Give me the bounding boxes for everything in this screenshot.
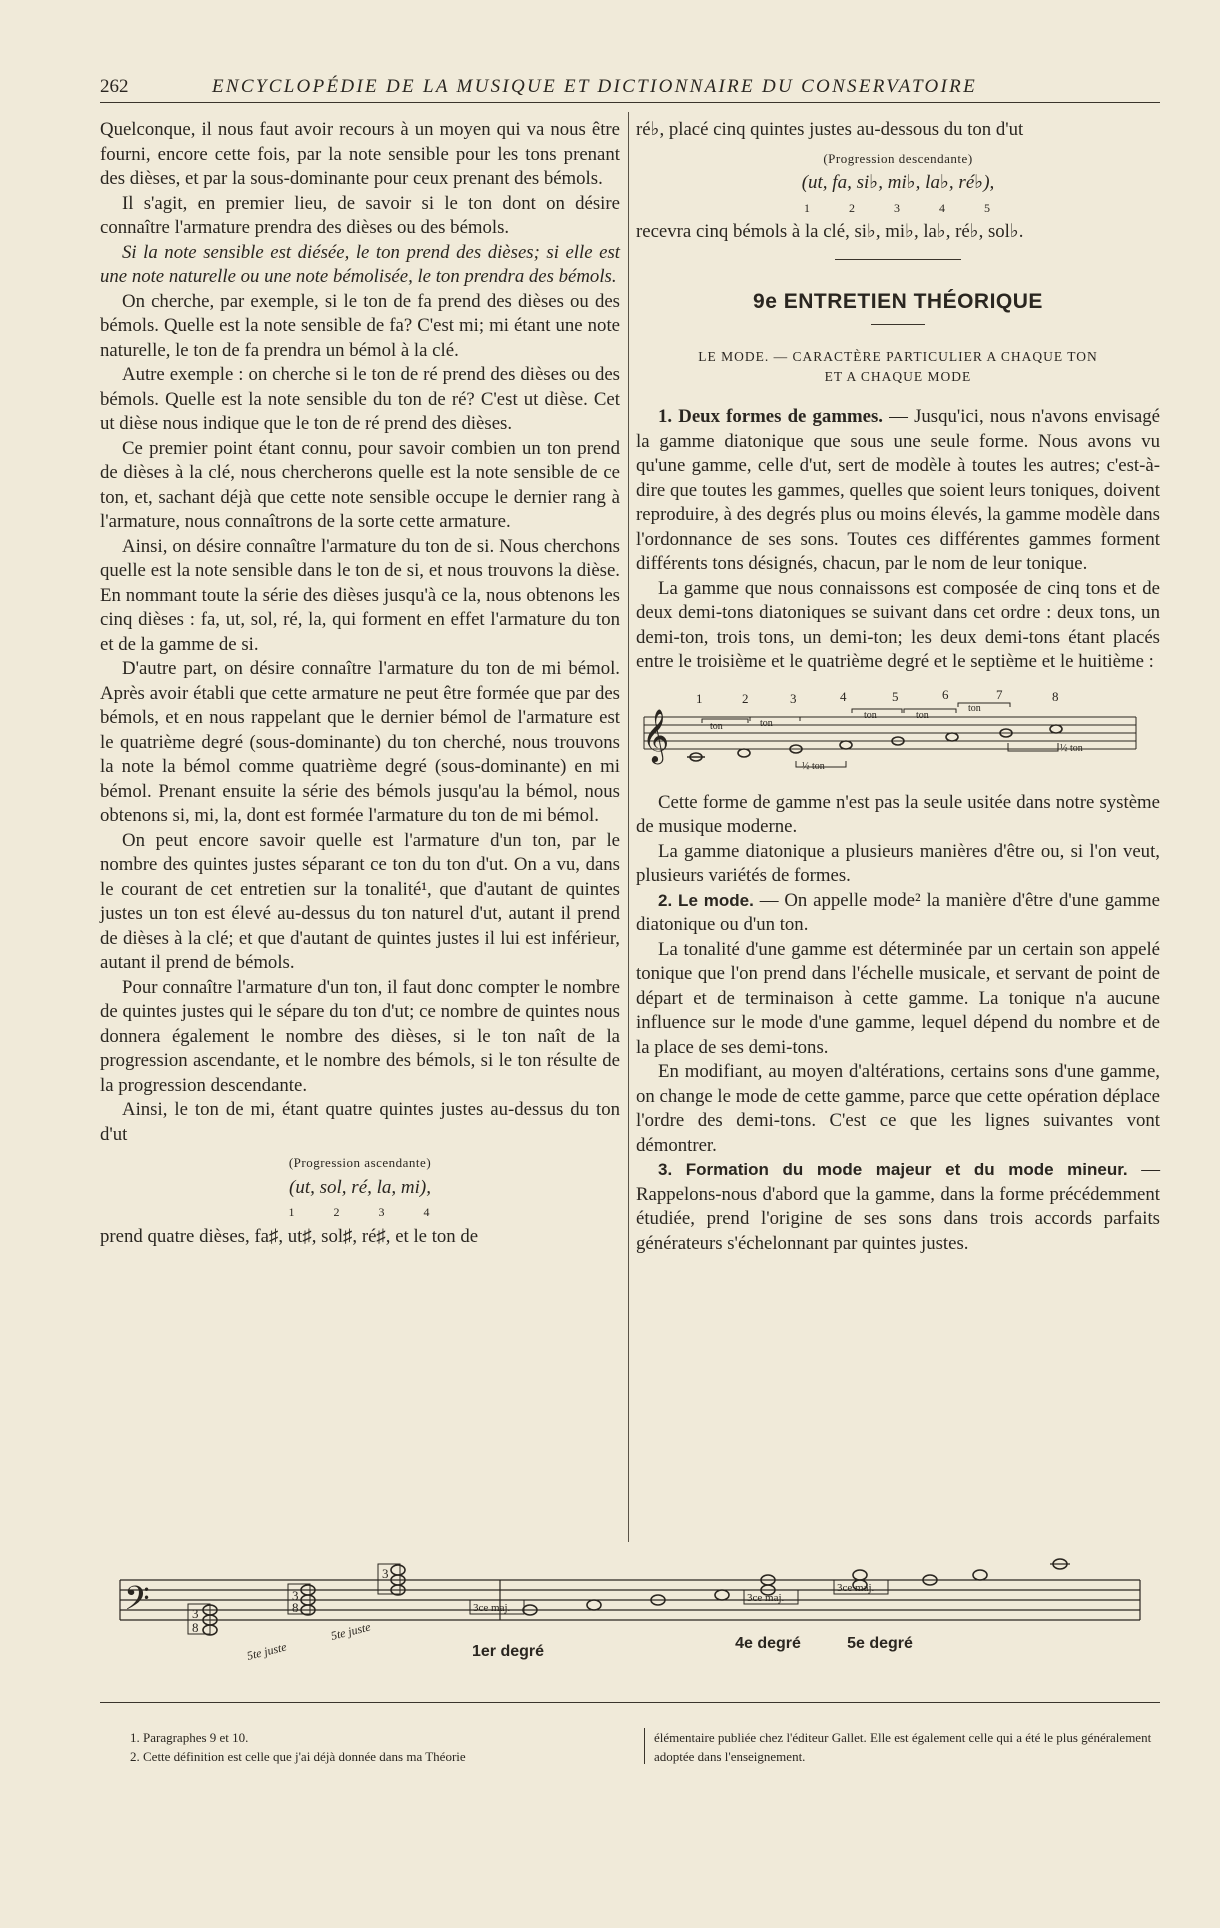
degree-number: 4 bbox=[840, 688, 847, 704]
paragraph: prend quatre dièses, fa♯, ut♯, sol♯, ré♯, et le ton de bbox=[100, 1225, 479, 1247]
paragraph: On peut encore savoir quelle est l'armature d'un ton, par le nombre des quintes justes séparant ce ton du ton d'ut. On a vu, dans le courant de cet entretien sur la tonalité¹, que d'autant de quintes justes un ton est élevé au-dessus du ton naturel d'ut, autant il prend de dièses à la clé; et que d'autant de quintes justes il lui est inférieur, autant il prend de bémols. bbox=[100, 829, 620, 973]
paragraph: ré♭, placé cinq quintes justes au-dessous du ton d'ut bbox=[636, 119, 1024, 140]
degree-number: 7 bbox=[996, 688, 1003, 702]
section-3-paragraph: 3. Formation du mode majeur et du mode mineur. — Rappelons-nous d'abord que la gamme, dans la forme précédemment étudiée, prend l'origine de ses sons dans trois accords parfaits générateurs s'échelonnant par quintes justes. bbox=[636, 1159, 1160, 1254]
ton-label: ton bbox=[864, 709, 877, 721]
ton-label: ton bbox=[710, 720, 723, 732]
ton-label: ton bbox=[760, 717, 773, 729]
ton-label: ton bbox=[968, 702, 981, 714]
heading-rule bbox=[871, 324, 925, 325]
fifth-label: 5te juste bbox=[245, 1639, 288, 1663]
interval-label: 3 bbox=[192, 1606, 199, 1621]
ton-label: ton bbox=[916, 709, 929, 721]
degree-number: 6 bbox=[942, 688, 949, 702]
degree-number: 3 bbox=[790, 690, 797, 706]
scale-notes bbox=[687, 725, 1062, 761]
chapter-subheading bbox=[636, 347, 1160, 387]
interval-label: 3 bbox=[382, 1566, 389, 1581]
paragraph: La gamme diatonique a plusieurs manières d'être ou, si l'on veut, plusieurs variétés de formes. bbox=[636, 840, 1160, 886]
right-column bbox=[636, 118, 1160, 1256]
paragraph: Cette forme de gamme n'est pas la seule usitée dans notre système de musique moderne. bbox=[636, 791, 1160, 837]
progression-sequence: (ut, fa, si♭, mi♭, la♭, ré♭), bbox=[801, 172, 995, 193]
paragraph: Quelconque, il nous faut avoir recours à un moyen qui va nous être fourni, encore cette fois, par la note sensible pour les tons prenant des dièses, et par la sous-dominante pour ceux prenant des bémols. bbox=[100, 119, 620, 189]
progression-numbers: 1 2 3 4 5 bbox=[804, 200, 1008, 215]
paragraph: recevra cinq bémols à la clé, si♭, mi♭, la♭, ré♭, sol♭. bbox=[636, 221, 1024, 242]
degree-number: 5 bbox=[892, 688, 899, 704]
fifth-label: 5te juste bbox=[329, 1619, 372, 1643]
paragraph: Pour connaître l'armature d'un ton, il faut donc compter le nombre de quintes justes qui le sépare du ton d'ut; ce nombre de quintes nous donnera également le nombre des dièses, si le ton naît de la progression ascendante, et le nombre des bémols, si le ton résulte de la progression descendante. bbox=[100, 976, 620, 1096]
paragraph: Autre exemple : on cherche si le ton de ré prend des dièses ou des bémols. Quelle est la note sensible du ton de ré? C'est ut dièse. Cet ut dièse nous indique que le ton de ré prend des dièses. bbox=[100, 364, 620, 434]
footnotes-left bbox=[130, 1728, 630, 1766]
paragraph: La gamme que nous connaissons est composée de cinq tons et de deux demi-tons diatoniques se suivant dans cet ordre : deux tons, un demi-ton, trois tons, un demi-ton; les deux demi-tons étant placés entre le troisième et le quatrième degré et le septième et le huitième : bbox=[636, 577, 1160, 672]
interval-label: 8 bbox=[192, 1620, 199, 1635]
footnote: 2. Cette définition est celle que j'ai déjà donnée dans ma Théorie bbox=[130, 1749, 466, 1764]
footnote: 1. Paragraphes 9 et 10. bbox=[130, 1730, 249, 1745]
paragraph: Ce premier point étant connu, pour savoir combien un ton prend de dièses à la clé, nous chercherons quelle est la note sensible de ce ton, et, sachant déjà que cette note sensible occupe le dernier rang à l'armature, nous connaîtrons de la sorte cette armature. bbox=[100, 437, 620, 532]
bass-clef-icon: 𝄢 bbox=[124, 1580, 150, 1625]
degree-number: 1 bbox=[696, 690, 703, 706]
paragraph: On cherche, par exemple, si le ton de fa prend des dièses ou des bémols. Quelle est la note sensible de fa? C'est mi; mi étant une note naturelle, le ton de fa prendra un bémol à la clé. bbox=[100, 290, 620, 361]
treble-clef-icon: 𝄞 bbox=[642, 709, 670, 761]
subheading-line: ET A CHAQUE MODE bbox=[824, 369, 972, 384]
chord-notes bbox=[203, 1559, 1070, 1635]
progression-numbers: 1 2 3 4 bbox=[288, 1205, 448, 1219]
paragraph: Ainsi, le ton de mi, étant quatre quintes justes au-dessus du ton d'ut bbox=[100, 1099, 620, 1145]
paragraph-rule: Si la note sensible est diésée, le ton prend des dièses; si elle est une note naturelle ou une note bémolisée, le ton prendra des bémols. bbox=[100, 241, 620, 287]
paragraph: Ainsi, on désire connaître l'armature du ton de si. Nous cherchons quelle est la note sensible dans le ton de si, et nous trouvons la dièse. En nommant toute la série des dièses jusqu'à ce la, nous obtenons les cinq dièses : fa, ut, sol, ré, la, qui forment en effet l'armature du ton et de la gamme de si. bbox=[100, 535, 620, 655]
paragraph: En modifiant, au moyen d'altérations, certains sons d'une gamme, on change le mode de cette gamme, parce que cette opération déplace l'ordre des demi-tons. C'est ce que les lignes suivantes vont démontrer. bbox=[636, 1061, 1160, 1156]
progression-caption: (Progression descendante) bbox=[823, 150, 973, 166]
paragraph: D'autre part, on désire connaître l'armature du ton de mi bémol. Après avoir établi que cette armature ne peut être formée que par des bémols, et en nous rappelant que le dernier bémol de l'armature est le quatrième degré (sous-dominante) du ton cherché, nous trouvons la note la bémol comme quatrième degré (sous-dominante) en mi bémol. Prenant ensuite la série des bémols jusqu'au la bémol, nous obtenons si, mi, la, dont est formée l'armature du ton de mi bémol. bbox=[100, 658, 620, 826]
section-title: 2. Le mode. bbox=[658, 890, 754, 910]
page-number: 262 bbox=[100, 76, 129, 97]
footnotes-right bbox=[654, 1728, 1174, 1766]
paragraph: La tonalité d'une gamme est déterminée par un certain son appelé tonique que l'on prend dans l'échelle musicale, et servant de point de départ et de terminaison à cette gamme. La tonique n'a aucune influence sur le mode d'une gamme, lequel dépend du nombre et de la place de ses demi-tons. bbox=[636, 938, 1160, 1058]
footnote-divider bbox=[644, 1728, 645, 1764]
footnote-rule bbox=[100, 1702, 1160, 1703]
subheading-line: LE MODE. — CARACTÈRE PARTICULIER A CHAQUE TON bbox=[698, 349, 1098, 364]
half-ton-label: ½ ton bbox=[1060, 742, 1083, 754]
ascending-progression bbox=[100, 1151, 620, 1225]
left-column bbox=[100, 118, 620, 1249]
degree-label: 1er degré bbox=[471, 1643, 545, 1660]
scale-staff bbox=[636, 689, 1146, 773]
column-divider bbox=[628, 112, 629, 1542]
section-title: 1. Deux formes de gammes. bbox=[658, 406, 883, 427]
degree-label: 5e degré bbox=[847, 1635, 913, 1652]
chords-staff bbox=[100, 1544, 1160, 1704]
progression-sequence: (ut, sol, ré, la, mi), bbox=[289, 1176, 431, 1198]
degree-label: 4e degré bbox=[735, 1635, 801, 1652]
footnote-continuation: élémentaire publiée chez l'éditeur Gallet. Elle est également celle qui a été le plus généralement adoptée dans l'enseignement. bbox=[654, 1730, 1152, 1764]
major-third-label: 3ce maj. bbox=[473, 1602, 511, 1614]
interval-label: 8 bbox=[292, 1600, 299, 1615]
running-title: ENCYCLOPÉDIE DE LA MUSIQUE ET DICTIONNAIRE DU CONSERVATOIRE bbox=[212, 76, 977, 97]
section-title: 3. Formation du mode majeur et du mode mineur. bbox=[658, 1160, 1128, 1179]
paragraph: Il s'agit, en premier lieu, de savoir si le ton dont on désire connaître l'armature prendra des dièses ou des bémols. bbox=[100, 192, 620, 238]
major-third-label: 3ce maj. bbox=[837, 1582, 875, 1594]
descending-progression bbox=[636, 147, 1160, 221]
running-header bbox=[100, 76, 1160, 103]
section-rule bbox=[835, 259, 961, 260]
degree-number: 2 bbox=[742, 690, 749, 706]
interval-label: 3 bbox=[292, 1588, 299, 1603]
section-2-paragraph: 2. Le mode. — On appelle mode² la manière d'être d'une gamme diatonique ou d'un ton. bbox=[636, 889, 1161, 935]
degree-number: 8 bbox=[1052, 688, 1059, 704]
half-ton-label: ½ ton bbox=[802, 760, 825, 772]
progression-caption: (Progression ascendante) bbox=[288, 1155, 432, 1170]
section-1-paragraph: 1. Deux formes de gammes. — Jusqu'ici, nous n'avons envisagé la gamme diatonique que sous une seule forme. Nous avons vu qu'une gamme, celle d'ut, sert de modèle à toutes les autres; c'est-à-dire que toutes les gammes, quelles que soient leurs toniques, doivent reproduire, à des degrés plus ou moins élevés, la gamme modèle dans l'ordonnance de ses sons. Toutes ces différentes gammes forment différents tons désignés, chacun, par le nom de leur tonique. bbox=[636, 406, 1160, 574]
major-third-label: 3ce maj. bbox=[747, 1592, 785, 1604]
chapter-heading: 9e ENTRETIEN THÉORIQUE bbox=[753, 289, 1043, 313]
